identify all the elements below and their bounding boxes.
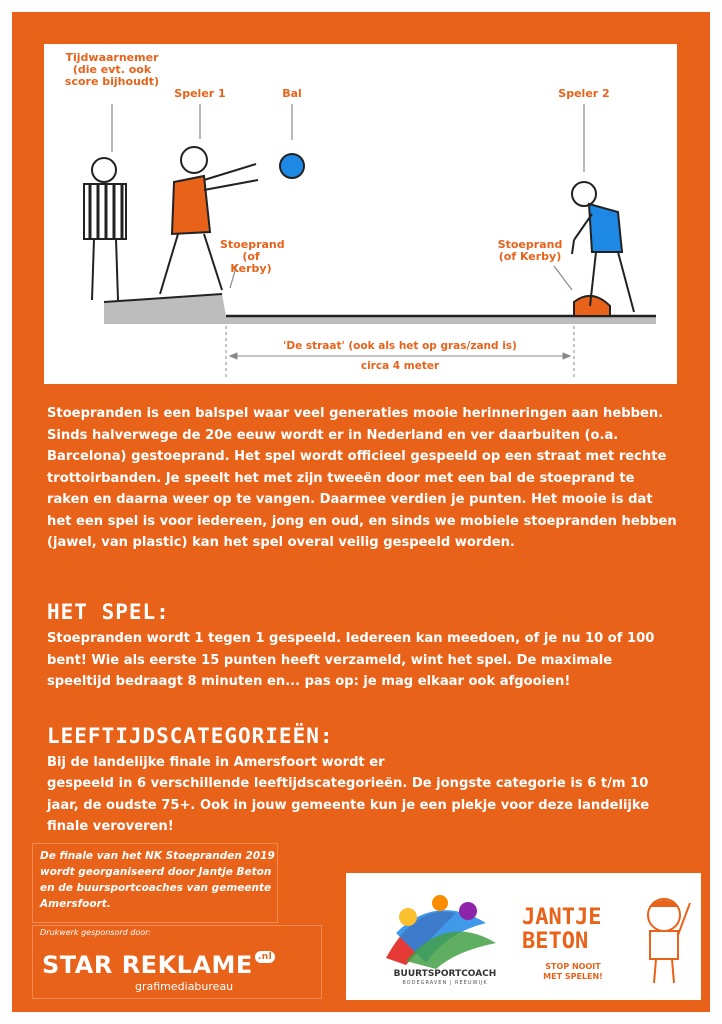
buurtsportcoach-subtitle: BODEGRAVEN | REEUWIJK <box>402 980 488 986</box>
label-curb-left: Stoeprand (of Kerby) <box>220 238 285 275</box>
game-paragraph: Stoepranden wordt 1 tegen 1 gespeeld. Iedereen kan meedoen, of je nu 10 of 100 bent! Wie als eerste 15 punten heeft verzameld, wint het spel. De maximale speeltijd bedraagt 8 minuten en... pas op: je mag elkaar ook afgooien! <box>47 631 655 689</box>
intro-paragraph: Stoepranden is een balspel waar veel generaties mooie herinneringen aan hebben. Sinds halverwege de 20e eeuw wordt er in Nederland en ver daarbuiten (o.a. Barcelona) gestoeprand. Het spel wordt officieel gespeeld op een straat met rechte trottoirbanden. Je speelt het met zijn tweeën door met een bal de stoeprand te raken en daarna weer op te vangen. Daarmee verdien je punten. Het mooie is dat het een spel is voor iedereen, jong en oud, en sinds we mobiele stoepranden hebben (jawel, van plastic) kan het spel overal veilig gespeeld worden. <box>47 406 677 550</box>
star-reklame-logo <box>42 951 275 979</box>
sponsor-note: De finale van het NK Stoepranden 2019 wordt georganiseerd door Jantje Beton en de buursportcoaches van gemeente Amersfoort. <box>40 850 275 910</box>
age-paragraph-line1: Bij de landelijke finale in Amersfoort wordt er <box>47 755 385 770</box>
label-ball: Bal <box>282 87 302 100</box>
jantje-beton-slogan: STOP NOOIT MET SPELEN! <box>543 962 603 981</box>
label-player2: Speler 2 <box>558 87 610 100</box>
heading-game: HET SPEL: <box>47 600 170 624</box>
timekeeper-figure <box>84 158 126 300</box>
label-player1: Speler 1 <box>174 87 226 100</box>
label-curb-right: Stoeprand (of Kerby) <box>497 238 563 263</box>
star-nl-badge: .nl <box>255 951 275 963</box>
age-paragraph: gespeeld in 6 verschillende leeftijdscategorieën. De jongste categorie is 6 t/m 10 jaar, de oudste 75+. Ook in jouw gemeente kun je een plekje voor deze landelijke finale veroveren! <box>47 776 650 834</box>
buurtsportcoach-name: BUURTSPORTCOACH <box>393 969 497 979</box>
star-logo-text: STAR REKLAME <box>42 951 253 979</box>
jantje-beton-line1: JANTJE <box>522 905 602 930</box>
label-timekeeper: Tijdwaarnemer (die evt. ook score bijhoudt) <box>64 51 160 88</box>
game-illustration <box>44 44 677 384</box>
printed-by-label: Drukwerk gesponsord door: <box>40 928 152 937</box>
label-street: 'De straat' (ook als het op gras/zand is) <box>283 340 517 352</box>
heading-age: LEEFTIJDSCATEGORIEËN: <box>47 724 334 748</box>
label-distance: circa 4 meter <box>360 360 440 372</box>
player2-figure <box>572 182 634 312</box>
jantje-beton-mascot-icon <box>636 893 696 989</box>
jantje-beton-logo <box>522 906 601 954</box>
star-subtitle: grafimediabureau <box>135 980 234 993</box>
curb-right-shape <box>574 296 610 316</box>
jantje-beton-line2: BETON <box>522 929 589 954</box>
ball-shape <box>280 154 304 178</box>
